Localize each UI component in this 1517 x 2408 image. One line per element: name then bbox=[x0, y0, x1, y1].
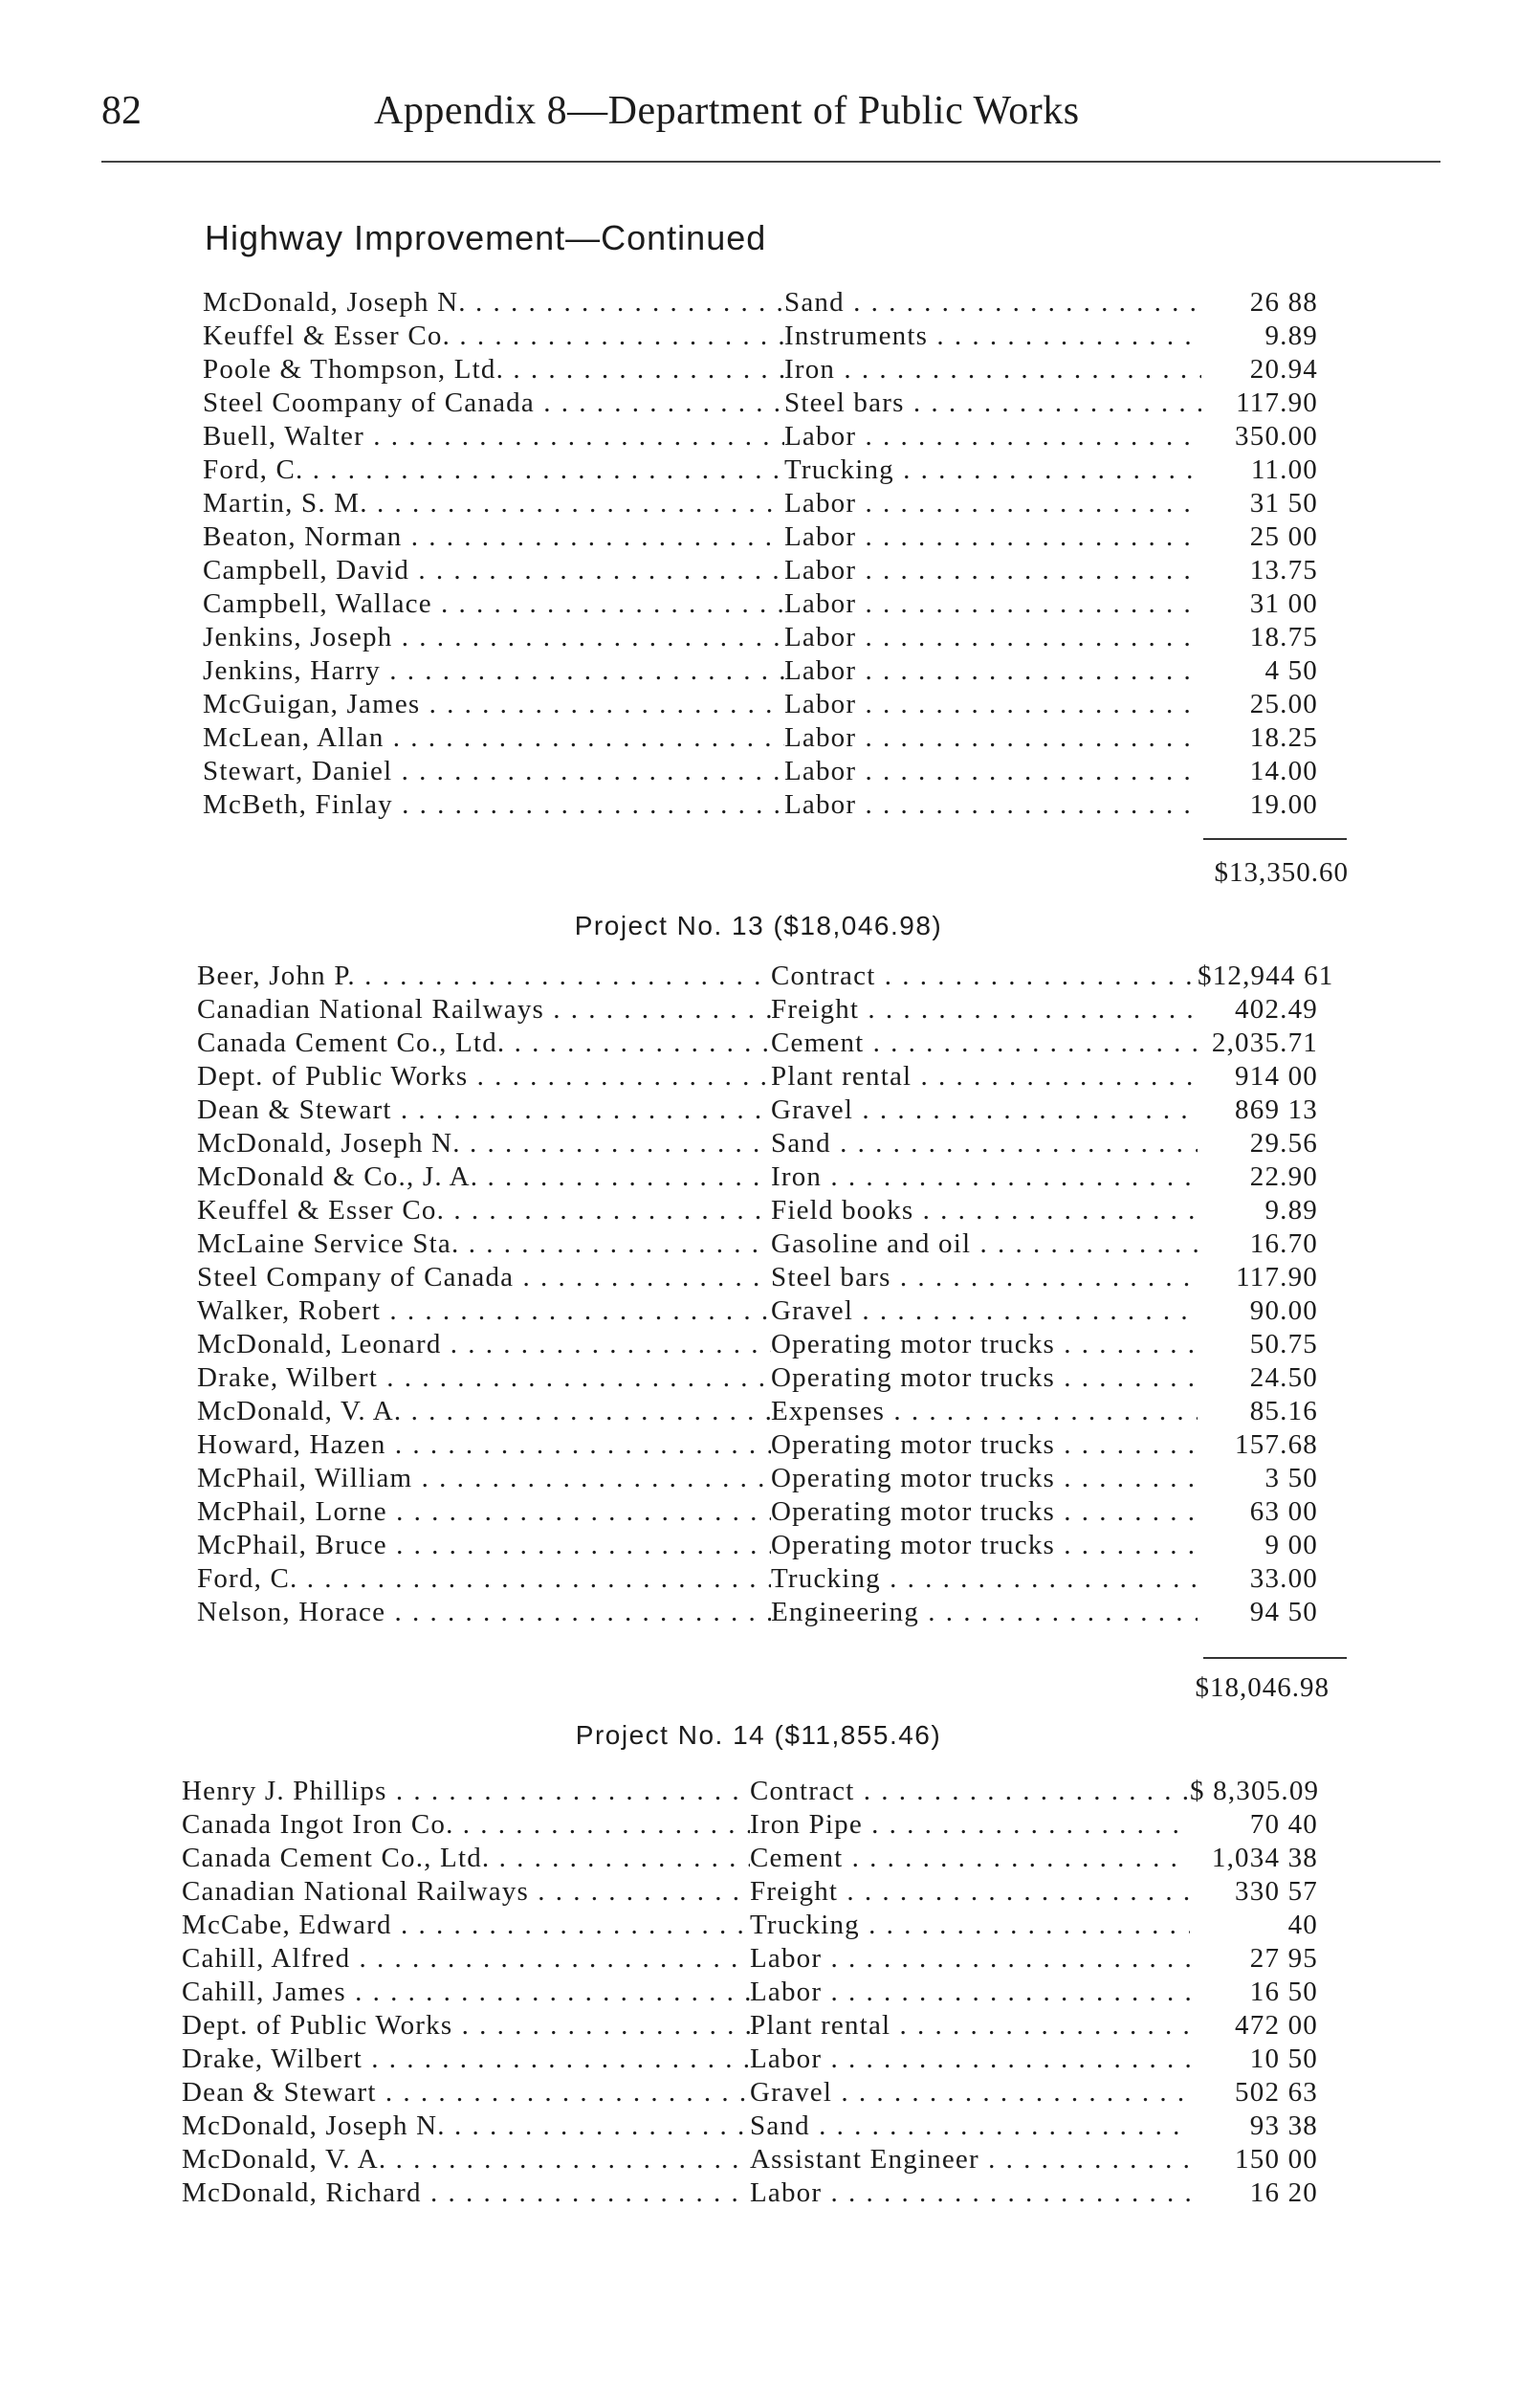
payee-name: McBeth, Finlay . . . bbox=[203, 789, 784, 821]
ledger-row bbox=[203, 689, 1318, 722]
expense-item: Labor . . . bbox=[784, 521, 1201, 553]
expense-item: Gravel . . . bbox=[771, 1295, 1198, 1327]
amount: 9.89 bbox=[1264, 1195, 1318, 1226]
running-head bbox=[101, 88, 1431, 145]
expense-item: Gravel . . . bbox=[750, 2077, 1190, 2109]
header-rule bbox=[101, 161, 1440, 163]
ledger-row bbox=[197, 994, 1318, 1027]
ledger-row bbox=[197, 961, 1334, 994]
amount: 93 38 bbox=[1249, 2110, 1318, 2141]
expense-item: Freight . . . bbox=[771, 994, 1198, 1026]
amount: 90.00 bbox=[1249, 1295, 1318, 1326]
ledger-row bbox=[197, 1329, 1318, 1362]
payee-name: McDonald, Leonard . . . bbox=[197, 1329, 771, 1360]
expense-item: Sand . . . bbox=[784, 287, 1201, 319]
expense-item: Labor . . . bbox=[784, 421, 1201, 453]
ledger-row bbox=[182, 1876, 1318, 1910]
ledger-row bbox=[203, 354, 1318, 387]
amount: 31 00 bbox=[1249, 588, 1318, 619]
expense-item: Freight . . . bbox=[750, 1876, 1190, 1908]
payee-name: Steel Coompany of Canada . . . bbox=[203, 387, 784, 419]
ledger-row bbox=[203, 789, 1318, 823]
amount: 4 50 bbox=[1264, 655, 1318, 686]
expense-item: Cement . . . bbox=[771, 1027, 1198, 1059]
expense-item: Labor . . . bbox=[750, 1943, 1190, 1975]
ledger-row bbox=[182, 1910, 1318, 1943]
amount: 50.75 bbox=[1249, 1329, 1318, 1359]
amount: 16 50 bbox=[1249, 1977, 1318, 2007]
amount: 9 00 bbox=[1264, 1530, 1318, 1560]
total-rule-highway bbox=[1203, 838, 1347, 840]
ledger-row bbox=[197, 1429, 1318, 1463]
amount: 85.16 bbox=[1249, 1396, 1318, 1426]
total-highway: $13,350.60 bbox=[1214, 857, 1349, 888]
expense-item: Labor . . . bbox=[750, 2177, 1190, 2209]
amount: 472 00 bbox=[1235, 2010, 1318, 2041]
amount: 18.75 bbox=[1249, 622, 1318, 652]
amount: 25.00 bbox=[1249, 689, 1318, 719]
amount: 1,034 38 bbox=[1211, 1843, 1318, 1873]
expense-item: Contract . . . bbox=[771, 961, 1198, 992]
ledger-row bbox=[182, 1809, 1318, 1843]
expense-item: Trucking . . . bbox=[750, 1910, 1190, 1941]
expense-item: Operating motor trucks . . . bbox=[771, 1496, 1198, 1528]
ledger-row bbox=[203, 722, 1318, 756]
expense-item: Operating motor trucks . . . bbox=[771, 1530, 1198, 1561]
expense-item: Iron . . . bbox=[771, 1161, 1198, 1193]
section-title: Highway Improvement—Continued bbox=[205, 218, 767, 257]
amount: 19.00 bbox=[1249, 789, 1318, 820]
payee-name: Cahill, Alfred . . . bbox=[182, 1943, 750, 1975]
ledger-row bbox=[197, 1463, 1318, 1496]
ledger-row bbox=[197, 1161, 1318, 1195]
payee-name: McDonald, V. A. . . . bbox=[197, 1396, 771, 1427]
ledger-row bbox=[197, 1530, 1318, 1563]
amount: 16 20 bbox=[1249, 2177, 1318, 2208]
payee-name: Beaton, Norman . . . bbox=[203, 521, 784, 553]
payee-name: McCabe, Edward . . . bbox=[182, 1910, 750, 1941]
expense-item: Trucking . . . bbox=[784, 454, 1201, 486]
amount: 117.90 bbox=[1236, 1262, 1318, 1292]
expense-item: Labor . . . bbox=[784, 555, 1201, 586]
total-project-13: $18,046.98 bbox=[1195, 1672, 1330, 1703]
ledger-row bbox=[197, 1295, 1318, 1329]
amount: 24.50 bbox=[1249, 1362, 1318, 1393]
ledger-row bbox=[203, 555, 1318, 588]
ledger-row bbox=[197, 1597, 1318, 1630]
ledger-row bbox=[197, 1027, 1318, 1061]
header-title: Appendix 8—Department of Public Works bbox=[374, 89, 1080, 133]
payee-name: McGuigan, James . . . bbox=[203, 689, 784, 720]
expense-item: Expenses . . . bbox=[771, 1396, 1198, 1427]
expense-item: Labor . . . bbox=[784, 622, 1201, 653]
amount: 33.00 bbox=[1249, 1563, 1318, 1594]
payee-name: Canadian National Railways . . . bbox=[182, 1876, 750, 1908]
payee-name: Canada Cement Co., Ltd. . . . bbox=[182, 1843, 750, 1874]
expense-item: Gravel . . . bbox=[771, 1094, 1198, 1126]
payee-name: McDonald & Co., J. A. . . . bbox=[197, 1161, 771, 1193]
amount: 31 50 bbox=[1249, 488, 1318, 519]
payee-name: Henry J. Phillips . . . bbox=[182, 1776, 750, 1807]
expense-item: Steel bars . . . bbox=[771, 1262, 1198, 1293]
amount: 26 88 bbox=[1249, 287, 1318, 318]
ledger-row bbox=[203, 521, 1318, 555]
payee-name: McDonald, V. A. . . . bbox=[182, 2144, 750, 2176]
payee-name: McPhail, Bruce . . . bbox=[197, 1530, 771, 1561]
payee-name: Howard, Hazen . . . bbox=[197, 1429, 771, 1461]
amount: 150 00 bbox=[1235, 2144, 1318, 2175]
payee-name: Canada Cement Co., Ltd. . . . bbox=[197, 1027, 771, 1059]
payee-name: McLaine Service Sta. . . . bbox=[197, 1228, 771, 1260]
ledger-row bbox=[182, 2010, 1318, 2043]
ledger-row bbox=[197, 1262, 1318, 1295]
amount: 13.75 bbox=[1249, 555, 1318, 585]
payee-name: Dept. of Public Works . . . bbox=[182, 2010, 750, 2042]
amount: 29.56 bbox=[1249, 1128, 1318, 1159]
amount: 22.90 bbox=[1249, 1161, 1318, 1192]
amount: 10 50 bbox=[1249, 2043, 1318, 2074]
ledger-row bbox=[203, 588, 1318, 622]
page-number: 82 bbox=[101, 89, 142, 133]
payee-name: Stewart, Daniel . . . bbox=[203, 756, 784, 787]
payee-name: Jenkins, Harry . . . bbox=[203, 655, 784, 687]
payee-name: Jenkins, Joseph . . . bbox=[203, 622, 784, 653]
expense-item: Assistant Engineer . . . bbox=[750, 2144, 1190, 2176]
project-13-title: Project No. 13 ($18,046.98) bbox=[574, 911, 943, 940]
expense-item: Cement . . . bbox=[750, 1843, 1190, 1874]
payee-name: Canadian National Railways . . . bbox=[197, 994, 771, 1026]
payee-name: Beer, John P. . . . bbox=[197, 961, 771, 992]
expense-item: Iron Pipe . . . bbox=[750, 1809, 1190, 1841]
ledger-row bbox=[182, 1943, 1318, 1977]
payee-name: Drake, Wilbert . . . bbox=[182, 2043, 750, 2075]
amount: 94 50 bbox=[1249, 1597, 1318, 1627]
payee-name: Steel Company of Canada . . . bbox=[197, 1262, 771, 1293]
amount: 11.00 bbox=[1250, 454, 1318, 485]
ledger-row bbox=[203, 421, 1318, 454]
payee-name: Drake, Wilbert . . . bbox=[197, 1362, 771, 1394]
expense-item: Operating motor trucks . . . bbox=[771, 1329, 1198, 1360]
expense-item: Labor . . . bbox=[784, 488, 1201, 519]
expense-item: Labor . . . bbox=[784, 689, 1201, 720]
amount: 18.25 bbox=[1249, 722, 1318, 753]
amount: 157.68 bbox=[1235, 1429, 1318, 1460]
payee-name: Ford, C. . . . bbox=[197, 1563, 771, 1595]
payee-name: Poole & Thompson, Ltd. . . . bbox=[203, 354, 784, 386]
ledger-row bbox=[197, 1496, 1318, 1530]
payee-name: Cahill, James . . . bbox=[182, 1977, 750, 2008]
ledger-row bbox=[182, 2043, 1318, 2077]
amount: 16.70 bbox=[1249, 1228, 1318, 1259]
ledger-row bbox=[203, 622, 1318, 655]
expense-item: Instruments . . . bbox=[784, 320, 1201, 352]
ledger-row bbox=[197, 1195, 1318, 1228]
ledger-row bbox=[182, 2110, 1318, 2144]
expense-item: Contract . . . bbox=[750, 1776, 1190, 1807]
amount: 9.89 bbox=[1264, 320, 1318, 351]
expense-item: Engineering . . . bbox=[771, 1597, 1198, 1628]
ledger-row bbox=[203, 320, 1318, 354]
payee-name: Martin, S. M. . . . bbox=[203, 488, 784, 519]
expense-item: Sand . . . bbox=[750, 2110, 1190, 2142]
expense-item: Labor . . . bbox=[784, 655, 1201, 687]
payee-name: McDonald, Richard . . . bbox=[182, 2177, 750, 2209]
payee-name: McPhail, Lorne . . . bbox=[197, 1496, 771, 1528]
expense-item: Operating motor trucks . . . bbox=[771, 1463, 1198, 1494]
ledger-row bbox=[203, 454, 1318, 488]
amount: 330 57 bbox=[1235, 1876, 1318, 1907]
ledger-row bbox=[182, 1776, 1318, 1809]
amount: $ 8,305.09 bbox=[1190, 1776, 1320, 1806]
payee-name: Dean & Stewart . . . bbox=[197, 1094, 771, 1126]
amount: 914 00 bbox=[1235, 1061, 1318, 1092]
expense-item: Labor . . . bbox=[784, 756, 1201, 787]
payee-name: McLean, Allan . . . bbox=[203, 722, 784, 754]
ledger-row bbox=[197, 1228, 1318, 1262]
expense-item: Labor . . . bbox=[750, 1977, 1190, 2008]
payee-name: Ford, C. . . . bbox=[203, 454, 784, 486]
payee-name: Walker, Robert . . . bbox=[197, 1295, 771, 1327]
amount: 117.90 bbox=[1236, 387, 1318, 418]
expense-item: Iron . . . bbox=[784, 354, 1201, 386]
expense-item: Labor . . . bbox=[784, 789, 1201, 821]
amount: 20.94 bbox=[1249, 354, 1318, 385]
amount: 869 13 bbox=[1235, 1094, 1318, 1125]
payee-name: Canada Ingot Iron Co. . . . bbox=[182, 1809, 750, 1841]
payee-name: Dean & Stewart . . . bbox=[182, 2077, 750, 2109]
payee-name: Nelson, Horace . . . bbox=[197, 1597, 771, 1628]
expense-item: Field books . . . bbox=[771, 1195, 1198, 1226]
expense-item: Labor . . . bbox=[750, 2043, 1190, 2075]
amount: 402.49 bbox=[1235, 994, 1318, 1025]
payee-name: Dept. of Public Works . . . bbox=[197, 1061, 771, 1093]
payee-name: Keuffel & Esser Co. . . . bbox=[203, 320, 784, 352]
ledger-row bbox=[182, 2177, 1318, 2211]
ledger-row bbox=[182, 2077, 1318, 2110]
ledger-row bbox=[182, 1843, 1318, 1876]
expense-item: Operating motor trucks . . . bbox=[771, 1429, 1198, 1461]
expense-item: Plant rental . . . bbox=[750, 2010, 1190, 2042]
amount: $12,944 61 bbox=[1198, 961, 1334, 991]
payee-name: McDonald, Joseph N. . . . bbox=[203, 287, 784, 319]
ledger-row bbox=[197, 1362, 1318, 1396]
amount: 27 95 bbox=[1249, 1943, 1318, 1974]
payee-name: Campbell, David . . . bbox=[203, 555, 784, 586]
payee-name: Buell, Walter . . . bbox=[203, 421, 784, 453]
expense-item: Steel bars . . . bbox=[784, 387, 1201, 419]
ledger-row bbox=[203, 387, 1318, 421]
payee-name: McDonald, Joseph N. . . . bbox=[182, 2110, 750, 2142]
expense-item: Labor . . . bbox=[784, 588, 1201, 620]
amount: 70 40 bbox=[1249, 1809, 1318, 1840]
amount: 63 00 bbox=[1249, 1496, 1318, 1527]
ledger-row bbox=[182, 1977, 1318, 2010]
amount: 502 63 bbox=[1235, 2077, 1318, 2108]
ledger-row bbox=[203, 655, 1318, 689]
expense-item: Sand . . . bbox=[771, 1128, 1198, 1160]
amount: 2,035.71 bbox=[1211, 1027, 1318, 1058]
ledger-row bbox=[203, 287, 1318, 320]
project-14-title: Project No. 14 ($11,855.46) bbox=[575, 1720, 942, 1750]
payee-name: Campbell, Wallace . . . bbox=[203, 588, 784, 620]
payee-name: McDonald, Joseph N. . . . bbox=[197, 1128, 771, 1160]
amount: 350.00 bbox=[1235, 421, 1318, 452]
ledger-row bbox=[197, 1094, 1318, 1128]
payee-name: Keuffel & Esser Co. . . . bbox=[197, 1195, 771, 1226]
ledger-row bbox=[182, 2144, 1318, 2177]
ledger-row bbox=[197, 1396, 1318, 1429]
ledger-row bbox=[203, 488, 1318, 521]
expense-item: Trucking . . . bbox=[771, 1563, 1198, 1595]
expense-item: Gasoline and oil . . . bbox=[771, 1228, 1198, 1260]
total-rule-project-13 bbox=[1203, 1657, 1347, 1659]
expense-item: Plant rental . . . bbox=[771, 1061, 1198, 1093]
ledger-row bbox=[197, 1128, 1318, 1161]
amount: 14.00 bbox=[1249, 756, 1318, 786]
amount: 25 00 bbox=[1249, 521, 1318, 552]
expense-item: Operating motor trucks . . . bbox=[771, 1362, 1198, 1394]
ledger-row bbox=[197, 1061, 1318, 1094]
ledger-row bbox=[197, 1563, 1318, 1597]
payee-name: McPhail, William . . . bbox=[197, 1463, 771, 1494]
amount: 3 50 bbox=[1264, 1463, 1318, 1493]
amount: 40 bbox=[1287, 1910, 1318, 1940]
ledger-row bbox=[203, 756, 1318, 789]
expense-item: Labor . . . bbox=[784, 722, 1201, 754]
